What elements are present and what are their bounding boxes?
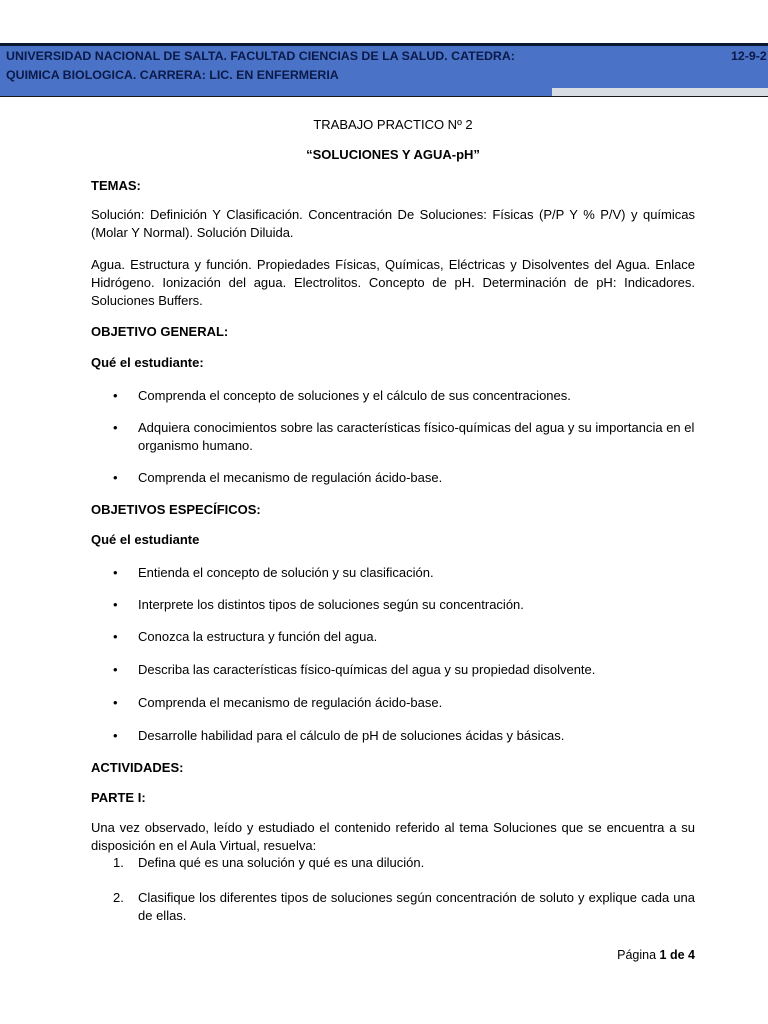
header-underbar-grey bbox=[552, 88, 768, 96]
bullet-marker: • bbox=[113, 695, 118, 710]
bullet-marker: • bbox=[113, 388, 118, 403]
footer-of-word: de bbox=[669, 948, 685, 962]
bullet-marker: • bbox=[113, 728, 118, 743]
page-footer bbox=[617, 946, 695, 964]
temas-paragraph-1: Solución: Definición Y Clasificación. Concentración De Soluciones: Físicas (P/P Y % P/V) y químicas (Molar Y Normal). Solución Diluida. bbox=[91, 207, 695, 240]
general-objective-item: Comprenda el mecanismo de regulación ácido-base. bbox=[138, 470, 443, 485]
actividades-heading: ACTIVIDADES: bbox=[91, 760, 184, 775]
specific-objective-item: Describa las características físico-químicas del agua y su propiedad disolvente. bbox=[138, 662, 596, 677]
specific-objective-item: Entienda el concepto de solución y su clasificación. bbox=[138, 565, 434, 580]
header-title-line1: UNIVERSIDAD NACIONAL DE SALTA. FACULTAD CIENCIAS DE LA SALUD. CATEDRA: bbox=[6, 49, 515, 63]
specific-objective-item: Interprete los distintos tipos de soluciones según su concentración. bbox=[138, 597, 524, 612]
specific-objective-item: Conozca la estructura y función del agua. bbox=[138, 629, 378, 644]
objetivo-general-heading: OBJETIVO GENERAL: bbox=[91, 324, 229, 339]
document-header bbox=[0, 46, 768, 88]
specific-objective-item: Desarrolle habilidad para el cálculo de pH de soluciones ácidas y básicas. bbox=[138, 728, 565, 743]
parte-heading: PARTE I: bbox=[91, 790, 146, 805]
footer-page-word: Página bbox=[617, 948, 657, 962]
bullet-marker: • bbox=[113, 597, 118, 612]
footer-page-total: 4 bbox=[688, 948, 695, 962]
tp-title: TRABAJO PRACTICO Nº 2 bbox=[313, 117, 473, 132]
specific-objective-item: Comprenda el mecanismo de regulación ácido-base. bbox=[138, 695, 443, 710]
general-objective-item: Adquiera conocimientos sobre las características físico-químicas del agua y su importancia en el organismo humano. bbox=[138, 420, 695, 453]
numbered-item-text: Clasifique los diferentes tipos de soluciones según concentración de soluto y explique cada una de ellas. bbox=[138, 890, 695, 923]
footer-page-number: 1 bbox=[659, 948, 667, 962]
bullet-marker: • bbox=[113, 565, 118, 580]
document-subtitle: “SOLUCIONES Y AGUA-pH” bbox=[306, 147, 480, 162]
que-estudiante-label-2: Qué el estudiante bbox=[91, 532, 200, 547]
numbered-item-number: 1. bbox=[113, 855, 124, 870]
bullet-marker: • bbox=[113, 470, 118, 485]
header-title bbox=[6, 47, 606, 85]
bullet-marker: • bbox=[113, 662, 118, 677]
temas-heading: TEMAS: bbox=[91, 178, 141, 193]
header-date: 12-9-2 bbox=[731, 49, 767, 63]
header-underbar-blue bbox=[0, 88, 552, 96]
parte-intro-paragraph: Una vez observado, leído y estudiado el contenido referido al tema Soluciones que se encuentra a su disposición en el Aula Virtual, resuelva: bbox=[91, 820, 695, 853]
general-objective-item: Comprenda el concepto de soluciones y el cálculo de sus concentraciones. bbox=[138, 388, 571, 403]
bullet-marker: • bbox=[113, 420, 118, 435]
temas-paragraph-2: Agua. Estructura y función. Propiedades Físicas, Químicas, Eléctricas y Disolventes del Agua. Enlace Hidrógeno. Ionización del agua. Electrolitos. Concepto de pH. Determinación de pH: Indicadores. Soluciones Buffers. bbox=[91, 257, 695, 308]
numbered-item-number: 2. bbox=[113, 890, 124, 905]
que-estudiante-label-1: Qué el estudiante: bbox=[91, 355, 204, 370]
header-bottom-rule bbox=[0, 96, 768, 97]
header-title-line2: QUIMICA BIOLOGICA. CARRERA: LIC. EN ENFERMERIA bbox=[6, 68, 339, 82]
objetivos-especificos-heading: OBJETIVOS ESPECÍFICOS: bbox=[91, 502, 261, 517]
numbered-item-text: Defina qué es una solución y qué es una dilución. bbox=[138, 855, 425, 870]
bullet-marker: • bbox=[113, 629, 118, 644]
